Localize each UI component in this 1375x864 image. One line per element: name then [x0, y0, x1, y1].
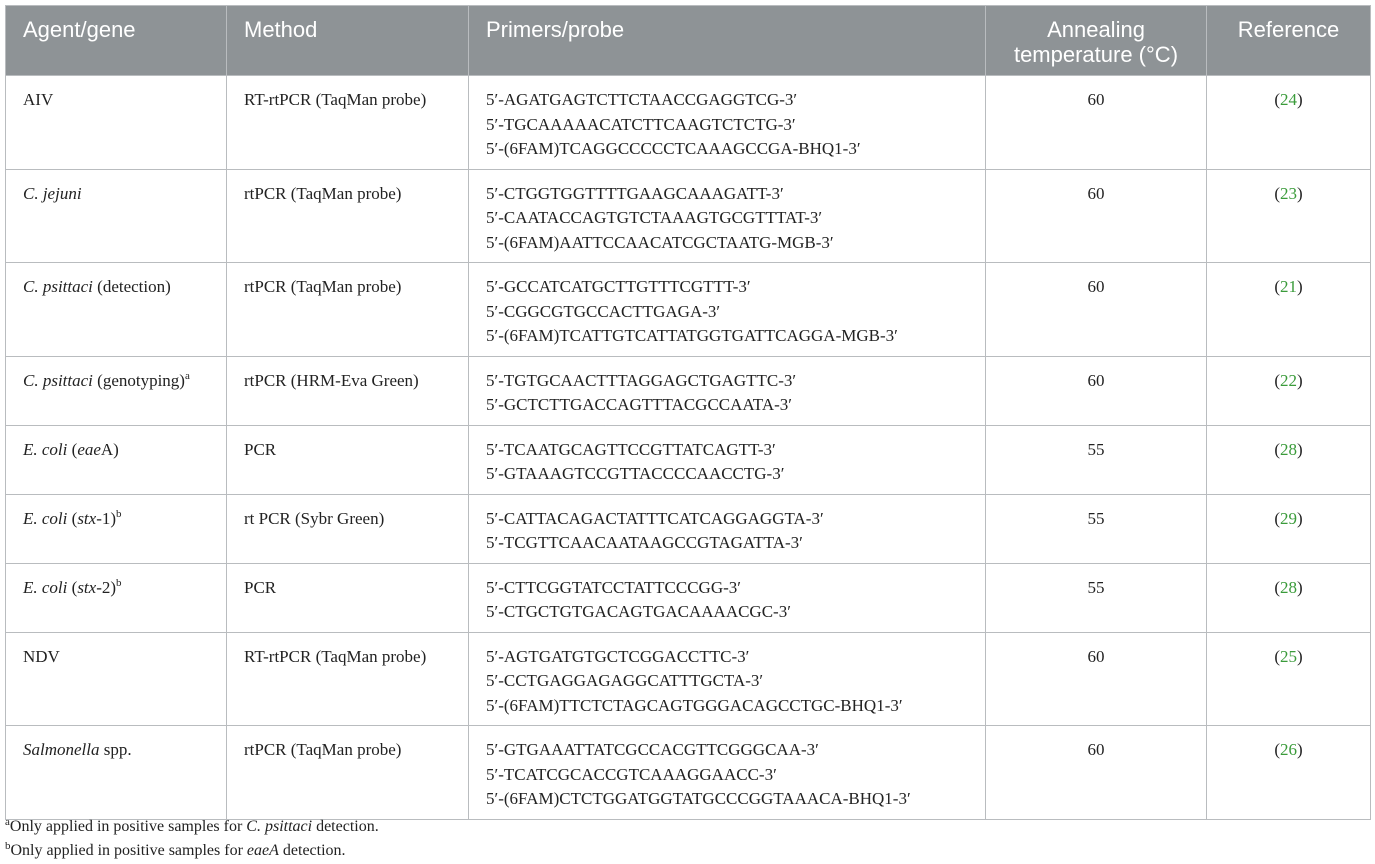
primer-sequence: 5′-CTGGTGGTTTTGAAGCAAAGATT-3′: [486, 183, 784, 203]
reference-link[interactable]: 24: [1280, 90, 1297, 109]
agent-name-suffix: (: [67, 439, 78, 459]
cell-agent-gene: [6, 76, 227, 170]
reference-link[interactable]: 23: [1280, 183, 1297, 203]
agent-name-italic: C. psittaci: [23, 370, 93, 390]
footnote-text-after: detection.: [312, 818, 379, 835]
agent-name-suffix: spp.: [99, 740, 132, 759]
agent-name: AIV: [23, 90, 54, 109]
header-reference: Reference: [1207, 6, 1371, 76]
reference-close-paren: ): [1297, 439, 1303, 459]
primer-sequence: 5′-(6FAM)AATTCCAACATCGCTAATG-MGB-3′: [486, 232, 834, 252]
agent-gene-suffix: -2): [96, 577, 117, 597]
cell-primers-probe: [469, 726, 986, 820]
primer-sequence: 5′-(6FAM)TCATTGTCATTATGGTGATTCAGGA-MGB-3′: [486, 326, 898, 345]
cell-annealing-temperature: 60: [986, 263, 1207, 357]
agent-name-suffix: (: [67, 508, 78, 528]
cell-annealing-temperature: 60: [986, 76, 1207, 170]
reference-open-paren: (: [1274, 508, 1280, 528]
table-row: [6, 563, 1371, 632]
table-row: [6, 632, 1371, 726]
primer-sequence: 5′-(6FAM)TCAGGCCCCCTCAAAGCCGA-BHQ1-3′: [486, 139, 861, 158]
reference-open-paren: (: [1274, 577, 1280, 597]
reference-close-paren: ): [1297, 183, 1303, 203]
reference-close-paren: ): [1297, 277, 1303, 296]
reference-close-paren: ): [1297, 90, 1303, 109]
cell-primers-probe: [469, 425, 986, 494]
agent-gene-suffix: -1): [96, 508, 117, 528]
cell-reference: [1207, 356, 1371, 425]
cell-method: rtPCR (TaqMan probe): [227, 263, 469, 357]
cell-reference: [1207, 425, 1371, 494]
agent-name-italic: C. jejuni: [23, 183, 82, 203]
cell-primers-probe: [469, 263, 986, 357]
cell-agent-gene: [6, 425, 227, 494]
cell-annealing-temperature: 55: [986, 425, 1207, 494]
footnote-mark: b: [5, 840, 11, 852]
cell-primers-probe: [469, 76, 986, 170]
header-agent-gene: Agent/gene: [6, 6, 227, 76]
reference-close-paren: ): [1297, 577, 1303, 597]
header-method: Method: [227, 6, 469, 76]
footnote-text: Only applied in positive samples for: [10, 842, 247, 859]
reference-open-paren: (: [1274, 370, 1280, 390]
reference-open-paren: (: [1274, 277, 1280, 296]
footnote-b: [5, 839, 379, 863]
reference-link[interactable]: 26: [1280, 740, 1297, 759]
cell-method: RT-rtPCR (TaqMan probe): [227, 632, 469, 726]
cell-annealing-temperature: 60: [986, 169, 1207, 263]
cell-primers-probe: [469, 632, 986, 726]
reference-open-paren: (: [1274, 646, 1280, 666]
primer-sequence: 5′-(6FAM)CTCTGGATGGTATGCCCGGTAAACA-BHQ1-3′: [486, 789, 911, 808]
primer-sequence: 5′-AGTGATGTGCTCGGACCTTC-3′: [486, 646, 750, 666]
reference-link[interactable]: 28: [1280, 577, 1297, 597]
cell-agent-gene: [6, 563, 227, 632]
reference-link[interactable]: 21: [1280, 277, 1297, 296]
cell-method: rt PCR (Sybr Green): [227, 494, 469, 563]
cell-reference: [1207, 726, 1371, 820]
agent-name-italic: Salmonella: [23, 740, 100, 759]
reference-open-paren: (: [1274, 740, 1280, 759]
agent-gene-italic: eae: [77, 439, 101, 459]
footnotes: [5, 815, 379, 863]
agent-name-suffix: (: [67, 577, 78, 597]
reference-open-paren: (: [1274, 183, 1280, 203]
primer-sequence: 5′-CGGCGTGCCACTTGAGA-3′: [486, 301, 721, 321]
cell-reference: [1207, 494, 1371, 563]
primer-sequence: 5′-GCTCTTGACCAGTTTACGCCAATA-3′: [486, 395, 792, 414]
footnote-a: [5, 815, 379, 839]
header-annealing-line1: Annealing: [1047, 17, 1145, 42]
table-row: [6, 263, 1371, 357]
reference-open-paren: (: [1274, 90, 1280, 109]
agent-gene-suffix: A): [100, 439, 119, 459]
agent-gene-italic: stx: [77, 508, 97, 528]
reference-close-paren: ): [1297, 740, 1303, 759]
reference-close-paren: ): [1297, 370, 1303, 390]
footnote-marker: a: [184, 369, 190, 382]
primer-sequence: 5′-TGTGCAACTTTAGGAGCTGAGTTC-3′: [486, 370, 797, 390]
primer-sequence: 5′-TCGTTCAACAATAAGCCGTAGATTA-3′: [486, 533, 803, 552]
header-annealing-temperature: [986, 6, 1207, 76]
table-row: [6, 494, 1371, 563]
primer-sequence: 5′-CCTGAGGAGAGGCATTTGCTA-3′: [486, 671, 764, 690]
cell-method: rtPCR (HRM-Eva Green): [227, 356, 469, 425]
agent-name-italic: E. coli: [23, 508, 68, 528]
footnote-mark: a: [5, 816, 10, 828]
primer-sequence: 5′-CTTCGGTATCCTATTCCCGG-3′: [486, 577, 741, 597]
cell-method: PCR: [227, 425, 469, 494]
cell-reference: [1207, 563, 1371, 632]
agent-name-italic: E. coli: [23, 439, 68, 459]
primer-sequence: 5′-GTAAAGTCCGTTACCCCAACCTG-3′: [486, 464, 785, 483]
cell-primers-probe: [469, 356, 986, 425]
primer-sequence: 5′-TGCAAAAACATCTTCAAGTCTCTG-3′: [486, 114, 796, 134]
footnote-italic: C. psittaci: [246, 818, 313, 835]
cell-reference: [1207, 76, 1371, 170]
agent-gene-italic: stx: [77, 577, 97, 597]
primer-sequence: 5′-CATTACAGACTATTTCATCAGGAGGTA-3′: [486, 508, 824, 528]
cell-agent-gene: [6, 356, 227, 425]
footnote-marker: b: [116, 507, 122, 520]
primer-sequence: 5′-TCATCGCACCGTCAAAGGAACC-3′: [486, 764, 777, 784]
header-primers-probe: Primers/probe: [469, 6, 986, 76]
primer-sequence: 5′-CTGCTGTGACAGTGACAAAACGC-3′: [486, 602, 791, 621]
cell-annealing-temperature: 55: [986, 494, 1207, 563]
cell-method: rtPCR (TaqMan probe): [227, 169, 469, 263]
reference-link[interactable]: 29: [1280, 508, 1297, 528]
cell-agent-gene: [6, 726, 227, 820]
primer-sequence: 5′-AGATGAGTCTTCTAACCGAGGTCG-3′: [486, 90, 798, 109]
cell-reference: [1207, 169, 1371, 263]
cell-primers-probe: [469, 169, 986, 263]
cell-annealing-temperature: 60: [986, 726, 1207, 820]
cell-annealing-temperature: 60: [986, 632, 1207, 726]
cell-reference: [1207, 632, 1371, 726]
cell-agent-gene: [6, 263, 227, 357]
reference-close-paren: ): [1297, 646, 1303, 666]
cell-agent-gene: [6, 632, 227, 726]
primer-sequence: 5′-(6FAM)TTCTCTAGCAGTGGGACAGCCTGC-BHQ1-3′: [486, 695, 903, 715]
agent-name: NDV: [23, 646, 60, 666]
agent-name-italic: C. psittaci: [23, 277, 93, 296]
footnote-italic: eaeA: [246, 842, 279, 859]
footnote-marker: b: [116, 576, 122, 589]
reference-link[interactable]: 22: [1280, 370, 1297, 390]
table-row: [6, 726, 1371, 820]
table-row: [6, 425, 1371, 494]
table-body: [6, 76, 1371, 820]
cell-annealing-temperature: 60: [986, 356, 1207, 425]
primer-sequence: 5′-GTGAAATTATCGCCACGTTCGGGCAA-3′: [486, 740, 819, 759]
cell-method: rtPCR (TaqMan probe): [227, 726, 469, 820]
cell-method: PCR: [227, 563, 469, 632]
table-row: [6, 76, 1371, 170]
cell-agent-gene: [6, 494, 227, 563]
cell-method: RT-rtPCR (TaqMan probe): [227, 76, 469, 170]
agent-name-italic: E. coli: [23, 577, 68, 597]
header-annealing-line2: temperature (°C): [1013, 42, 1179, 67]
cell-reference: [1207, 263, 1371, 357]
cell-primers-probe: [469, 563, 986, 632]
table-row: [6, 356, 1371, 425]
agent-name-suffix: (detection): [92, 277, 171, 296]
reference-close-paren: ): [1297, 508, 1303, 528]
footnote-text-after: detection.: [278, 842, 346, 859]
cell-annealing-temperature: 55: [986, 563, 1207, 632]
primer-sequence: 5′-CAATACCAGTGTCTAAAGTGCGTTTAT-3′: [486, 208, 823, 227]
cell-agent-gene: [6, 169, 227, 263]
table-header-row: [6, 6, 1371, 76]
cell-primers-probe: [469, 494, 986, 563]
reference-link[interactable]: 28: [1280, 439, 1297, 459]
primer-sequence: 5′-TCAATGCAGTTCCGTTATCAGTT-3′: [486, 439, 776, 459]
footnote-text: Only applied in positive samples for: [9, 818, 247, 835]
table-row: [6, 169, 1371, 263]
primer-sequence: 5′-GCCATCATGCTTGTTTCGTTT-3′: [486, 277, 751, 296]
agent-name-suffix: (genotyping): [92, 370, 185, 390]
reference-open-paren: (: [1274, 439, 1280, 459]
primers-table: [5, 5, 1371, 820]
reference-link[interactable]: 25: [1280, 646, 1297, 666]
